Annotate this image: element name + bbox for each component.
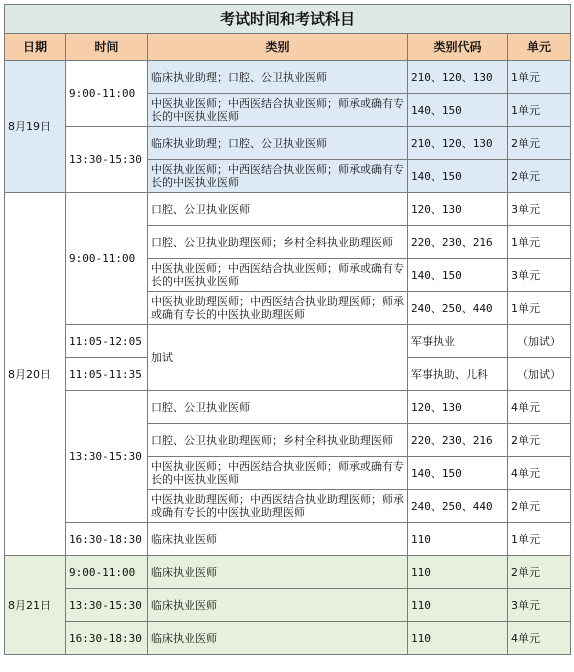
date-cell: 8月19日 [5, 61, 66, 193]
schedule-table [4, 4, 571, 655]
time-cell: 13:30-15:30 [66, 589, 148, 622]
code-cell: 军事执业 [408, 325, 508, 358]
category-cell: 临床执业医师 [148, 556, 408, 589]
time-cell: 9:00-11:00 [66, 193, 148, 325]
category-cell: 口腔、公卫执业助理医师；乡村全科执业助理医师 [148, 226, 408, 259]
time-cell: 9:00-11:00 [66, 556, 148, 589]
time-cell: 9:00-11:00 [66, 61, 148, 127]
code-cell: 210、120、130 [408, 61, 508, 94]
table-row [5, 61, 571, 94]
time-cell: 13:30-15:30 [66, 127, 148, 193]
category-cell: 中医执业助理医师；中西医结合执业助理医师；师承或确有专长的中医执业助理医师 [148, 292, 408, 325]
code-cell: 140、150 [408, 94, 508, 127]
category-cell: 中医执业医师；中西医结合执业医师；师承或确有专长的中医执业医师 [148, 259, 408, 292]
category-cell: 临床执业医师 [148, 622, 408, 655]
time-cell: 11:05-11:35 [66, 358, 148, 391]
code-cell: 140、150 [408, 259, 508, 292]
unit-cell: 3单元 [508, 589, 571, 622]
table-row [5, 523, 571, 556]
header-time: 时间 [66, 34, 148, 61]
unit-cell: 3单元 [508, 193, 571, 226]
header-unit: 单元 [508, 34, 571, 61]
header-date: 日期 [5, 34, 66, 61]
table-row [5, 391, 571, 424]
table-row [5, 556, 571, 589]
unit-cell: （加试） [508, 325, 571, 358]
code-cell: 140、150 [408, 457, 508, 490]
unit-cell: 1单元 [508, 292, 571, 325]
table-row [5, 127, 571, 160]
code-cell: 110 [408, 622, 508, 655]
code-cell: 220、230、216 [408, 424, 508, 457]
unit-cell: 4单元 [508, 622, 571, 655]
unit-cell: 1单元 [508, 94, 571, 127]
time-cell: 11:05-12:05 [66, 325, 148, 358]
time-cell: 13:30-15:30 [66, 391, 148, 523]
unit-cell: 1单元 [508, 226, 571, 259]
code-cell: 110 [408, 523, 508, 556]
category-cell: 临床执业医师 [148, 523, 408, 556]
code-cell: 220、230、216 [408, 226, 508, 259]
table-row [5, 622, 571, 655]
category-cell: 中医执业医师；中西医结合执业医师；师承或确有专长的中医执业医师 [148, 160, 408, 193]
category-cell: 中医执业医师；中西医结合执业医师；师承或确有专长的中医执业医师 [148, 457, 408, 490]
category-cell: 口腔、公卫执业助理医师；乡村全科执业助理医师 [148, 424, 408, 457]
unit-cell: 2单元 [508, 424, 571, 457]
category-cell: 临床执业助理；口腔、公卫执业医师 [148, 61, 408, 94]
unit-cell: 2单元 [508, 160, 571, 193]
code-cell: 110 [408, 589, 508, 622]
unit-cell: 3单元 [508, 259, 571, 292]
header-category: 类别 [148, 34, 408, 61]
unit-cell: 1单元 [508, 61, 571, 94]
category-cell: 临床执业助理；口腔、公卫执业医师 [148, 127, 408, 160]
code-cell: 140、150 [408, 160, 508, 193]
code-cell: 240、250、440 [408, 490, 508, 523]
category-cell: 中医执业助理医师；中西医结合执业助理医师；师承或确有专长的中医执业助理医师 [148, 490, 408, 523]
table-row [5, 193, 571, 226]
unit-cell: 2单元 [508, 556, 571, 589]
code-cell: 210、120、130 [408, 127, 508, 160]
code-cell: 240、250、440 [408, 292, 508, 325]
header-code: 类别代码 [408, 34, 508, 61]
time-cell: 16:30-18:30 [66, 523, 148, 556]
category-cell: 临床执业医师 [148, 589, 408, 622]
unit-cell: 4单元 [508, 457, 571, 490]
code-cell: 军事执助、儿科 [408, 358, 508, 391]
unit-cell: 4单元 [508, 391, 571, 424]
table-row [5, 589, 571, 622]
time-cell: 16:30-18:30 [66, 622, 148, 655]
unit-cell: 2单元 [508, 127, 571, 160]
date-cell: 8月21日 [5, 556, 66, 655]
category-cell: 口腔、公卫执业医师 [148, 193, 408, 226]
code-cell: 120、130 [408, 193, 508, 226]
code-cell: 110 [408, 556, 508, 589]
date-cell: 8月20日 [5, 193, 66, 556]
unit-cell: （加试） [508, 358, 571, 391]
exam-schedule [4, 4, 570, 668]
category-cell: 中医执业医师；中西医结合执业医师；师承或确有专长的中医执业医师 [148, 94, 408, 127]
category-cell: 口腔、公卫执业医师 [148, 391, 408, 424]
code-cell: 120、130 [408, 391, 508, 424]
category-cell: 加试 [148, 325, 408, 391]
unit-cell: 1单元 [508, 523, 571, 556]
table-title: 考试时间和考试科目 [5, 5, 571, 34]
unit-cell: 2单元 [508, 490, 571, 523]
table-row [5, 325, 571, 358]
